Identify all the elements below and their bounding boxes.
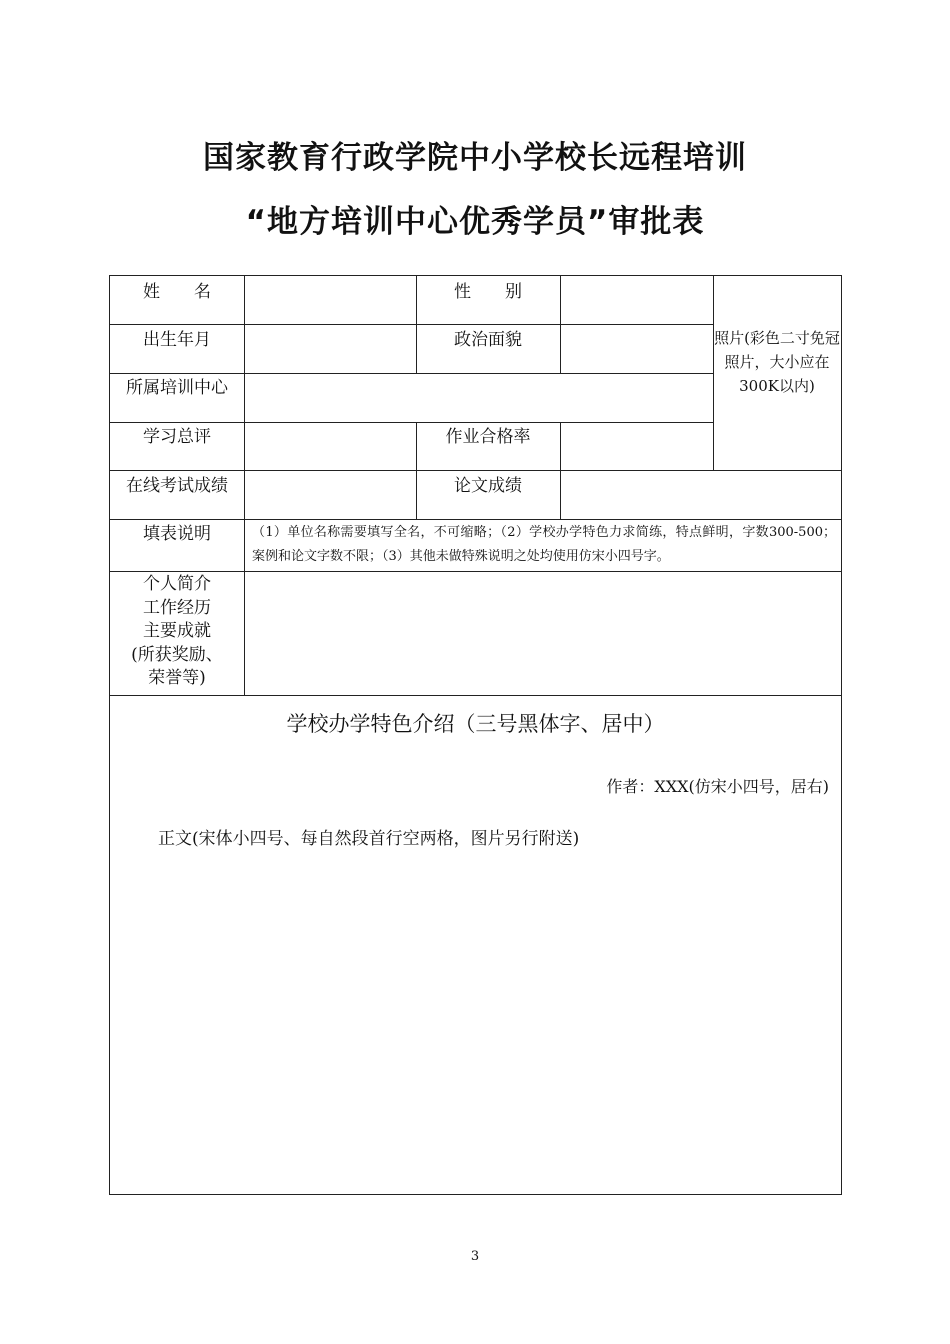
gender-label: 性 别 xyxy=(454,282,522,302)
author-line: 作者：XXX(仿宋小四号，居右) xyxy=(606,777,829,796)
profile-label-line: 个人简介 xyxy=(143,574,211,594)
profile-field[interactable] xyxy=(245,572,841,695)
profile-label-line: (所获奖励、 xyxy=(131,644,223,665)
instructions-label: 填表说明 xyxy=(143,524,211,544)
birth-date-label: 出生年月 xyxy=(143,330,211,350)
row-divider xyxy=(110,695,841,696)
homework-pass-rate-field[interactable] xyxy=(561,423,713,470)
instructions-text: （1）单位名称需要填写全名，不可缩略；（2）学校办学特色力求简练，特点鲜明，字数300-500；案例和论文字数不限；（3）其他未做特殊说明之处均使用仿宋小四号字。 xyxy=(252,525,836,564)
political-status-field[interactable] xyxy=(561,325,713,373)
name-label: 姓 名 xyxy=(143,282,211,302)
document-title-line-1: 国家教育行政学院中小学校长远程培训 xyxy=(203,140,747,176)
profile-label-line: 荣誉等) xyxy=(148,668,206,689)
homework-pass-rate-label: 作业合格率 xyxy=(445,427,531,447)
thesis-score-label: 论文成绩 xyxy=(454,476,522,496)
name-field[interactable] xyxy=(245,276,416,324)
birth-date-field[interactable] xyxy=(245,325,416,373)
approval-form-table xyxy=(109,275,842,1195)
profile-label-line: 工作经历 xyxy=(143,597,211,618)
row-divider xyxy=(110,519,841,520)
study-evaluation-field[interactable] xyxy=(245,423,416,470)
body-text-hint: 正文(宋体小四号、每自然段首行空两格，图片另行附送) xyxy=(158,829,580,849)
online-exam-label: 在线考试成绩 xyxy=(126,476,228,496)
photo-placeholder-note: 照片(彩色二寸免冠照片，大小应在300K以内) xyxy=(714,329,840,395)
profile-label-line: 主要成就 xyxy=(143,621,211,642)
gender-field[interactable] xyxy=(561,276,713,324)
study-evaluation-label: 学习总评 xyxy=(143,427,211,447)
document-title-line-2: “地方培训中心优秀学员”审批表 xyxy=(245,204,705,240)
political-status-label: 政治面貌 xyxy=(454,330,522,350)
training-center-label: 所属培训中心 xyxy=(126,378,228,398)
training-center-field[interactable] xyxy=(245,374,713,422)
thesis-score-field[interactable] xyxy=(561,471,841,519)
school-features-heading: 学校办学特色介绍（三号黑体字、居中） xyxy=(286,712,665,736)
profile-label xyxy=(110,573,244,691)
page-number: 3 xyxy=(470,1249,480,1264)
online-exam-field[interactable] xyxy=(245,471,416,519)
